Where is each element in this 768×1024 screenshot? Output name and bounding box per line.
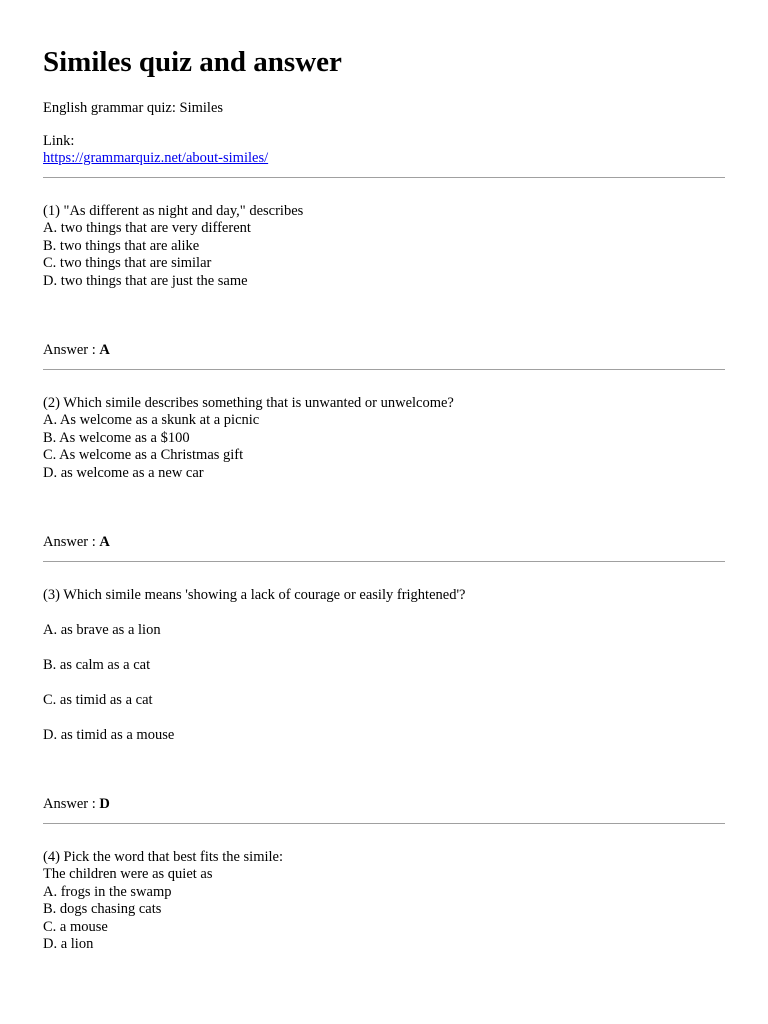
option-b: B. As welcome as a $100 bbox=[43, 429, 190, 446]
question-4 bbox=[43, 849, 725, 954]
answer-label: Answer : bbox=[43, 796, 96, 812]
divider bbox=[43, 823, 725, 824]
option-a: A. frogs in the swamp bbox=[43, 883, 172, 900]
option-c: C. two things that are similar bbox=[43, 255, 212, 271]
divider bbox=[43, 561, 725, 562]
answer-value: A bbox=[99, 534, 110, 550]
divider bbox=[43, 177, 725, 178]
option-c: C. As welcome as a Christmas gift bbox=[43, 447, 244, 463]
answer-3 bbox=[43, 796, 725, 814]
question-text: (2) Which simile describes something that is unwanted or unwelcome? bbox=[43, 394, 454, 411]
option-a: A. two things that are very different bbox=[43, 220, 251, 236]
question-text-continued: The children were as quiet as bbox=[43, 866, 213, 882]
answer-label: Answer : bbox=[43, 342, 96, 358]
option-a: A. As welcome as a skunk at a picnic bbox=[43, 412, 260, 428]
link-block bbox=[43, 133, 725, 168]
option-c: C. as timid as a cat bbox=[43, 691, 153, 708]
page-title: Similes quiz and answer bbox=[43, 46, 342, 78]
option-d: D. two things that are just the same bbox=[43, 272, 248, 289]
question-1 bbox=[43, 203, 725, 291]
option-b: B. as calm as a cat bbox=[43, 656, 151, 673]
option-d: D. as welcome as a new car bbox=[43, 464, 204, 481]
divider bbox=[43, 369, 725, 370]
answer-label: Answer : bbox=[43, 534, 96, 550]
page-subtitle: English grammar quiz: Similes bbox=[43, 100, 224, 116]
answer-value: A bbox=[99, 342, 110, 358]
answer-value: D bbox=[99, 796, 110, 812]
option-c: C. a mouse bbox=[43, 918, 108, 935]
source-link[interactable]: https://grammarquiz.net/about-similes/ bbox=[43, 150, 269, 166]
option-d: D. as timid as a mouse bbox=[43, 726, 175, 743]
question-text: (1) "As different as night and day," describes bbox=[43, 202, 304, 219]
option-a: A. as brave as a lion bbox=[43, 621, 161, 638]
question-text: (4) Pick the word that best fits the simile: bbox=[43, 848, 284, 865]
answer-1 bbox=[43, 342, 725, 360]
question-3 bbox=[43, 587, 725, 745]
option-b: B. dogs chasing cats bbox=[43, 901, 162, 917]
option-d: D. a lion bbox=[43, 936, 94, 952]
option-b: B. two things that are alike bbox=[43, 237, 200, 254]
question-2 bbox=[43, 395, 725, 483]
question-text: (3) Which simile means 'showing a lack of courage or easily frightened'? bbox=[43, 586, 466, 603]
link-label: Link: bbox=[43, 132, 75, 149]
answer-2 bbox=[43, 534, 725, 552]
